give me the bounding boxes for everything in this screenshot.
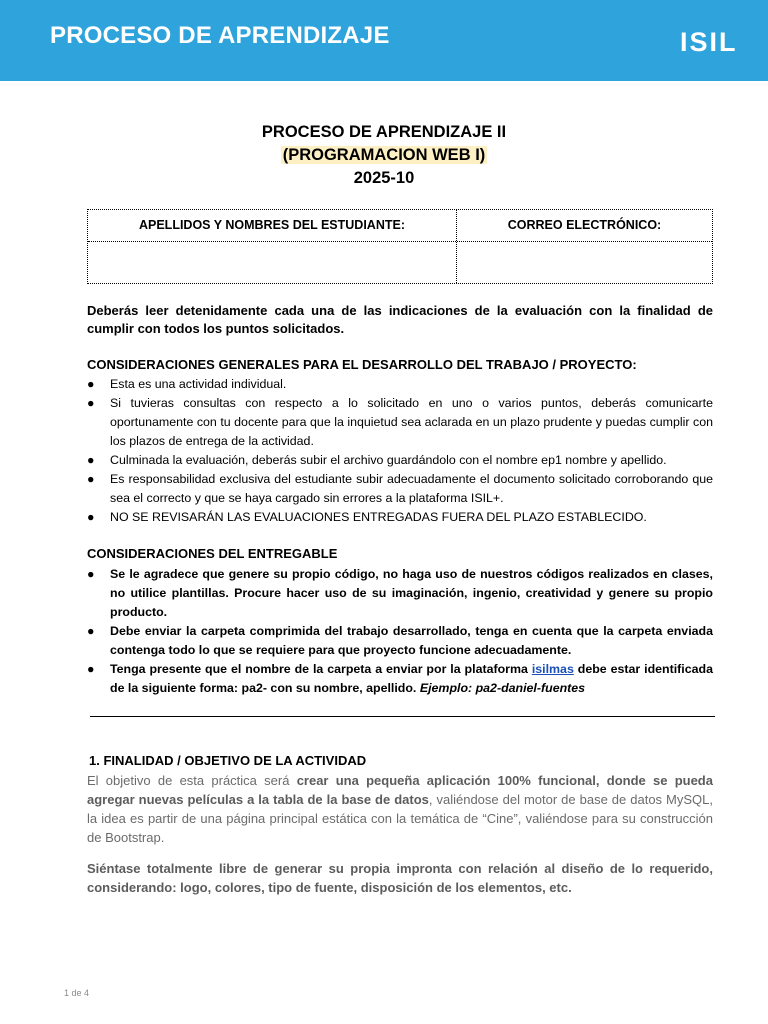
list-item: ● Tenga presente que el nombre de la carpeta a enviar por la plataforma isilmas debe estar identificada de la siguiente forma: pa2- con su nombre, apellido. Ejemplo: pa2-daniel-fuentes	[87, 662, 713, 695]
horizontal-rule	[90, 716, 715, 717]
bullet-icon: ●	[87, 396, 95, 410]
bullet-icon: ●	[87, 377, 95, 391]
list-item: ● Si tuvieras consultas con respecto a lo solicitado en uno o varios puntos, deberás comunicarte oportunamente con tu docente para que la inquietud sea aclarada en un plazo prudente y puedas cumplir con los plazos de entrega de la actividad.	[87, 396, 713, 448]
bullet-icon: ●	[87, 472, 95, 486]
period: 2025-10	[353, 169, 415, 187]
course-name: (PROGRAMACION WEB I)	[282, 146, 486, 164]
objective-paragraph: El objetivo de esta práctica será crear una pequeña aplicación 100% funcional, donde se pueda agregar nuevas películas a la tabla de la base de datos, valiéndose del motor de base de datos MySQL, la idea es partir de una página principal estática con la temática de “Cine”, valiéndose para su construcción de Bootstrap.	[87, 773, 713, 845]
page-number: 1 de 4	[64, 988, 90, 998]
student-name-header: APELLIDOS Y NOMBRES DEL ESTUDIANTE:	[138, 218, 405, 232]
email-header: CORREO ELECTRÓNICO:	[507, 218, 662, 232]
document-titles	[0, 121, 768, 190]
general-considerations-list	[87, 375, 713, 527]
list-item: ● Culminada la evaluación, deberás subir el archivo guardándolo con el nombre ep1 nombre y apellido.	[87, 451, 713, 470]
bullet-icon: ●	[87, 453, 95, 467]
student-info-table	[87, 209, 713, 284]
table-divider	[88, 241, 712, 242]
intro-paragraph: Deberás leer detenidamente cada una de las indicaciones de la evaluación con la finalidad de cumplir con todos los puntos solicitados.	[87, 303, 713, 336]
list-item: ● NO SE REVISARÁN LAS EVALUACIONES ENTREGADAS FUERA DEL PLAZO ESTABLECIDO.	[87, 508, 713, 527]
list-item: ● Debe enviar la carpeta comprimida del trabajo desarrollado, tenga en cuenta que la carpeta enviada contenga todo lo que se requiere para que proyecto funcione adecuadamente.	[87, 624, 713, 657]
bullet-icon: ●	[87, 510, 95, 524]
list-item: ● Se le agradece que genere su propio código, no haga uso de nuestros códigos realizados en clases, no utilice plantillas. Procure hacer uso de su imaginación, ingenio, creatividad y genere su propio producto.	[87, 567, 713, 619]
header-title: PROCESO DE APRENDIZAJE	[50, 22, 390, 49]
deliverable-heading: CONSIDERACIONES DEL ENTREGABLE	[87, 546, 338, 561]
list-item: ● Esta es una actividad individual.	[87, 375, 713, 394]
bullet-icon: ●	[87, 567, 95, 581]
svg-text:ISIL: ISIL	[680, 27, 738, 56]
section-1-heading: 1. FINALIDAD / OBJETIVO DE LA ACTIVIDAD	[89, 753, 367, 768]
design-freedom-paragraph: Siéntase totalmente libre de generar su propia impronta con relación al diseño de lo requerido, considerando: logo, colores, tipo de fuente, disposición de los elementos, etc.	[87, 861, 713, 895]
list-item: ● Es responsabilidad exclusiva del estudiante subir adecuadamente el documento solicitado corroborando que sea el correcto y que se haya cargado sin errores a la plataforma ISIL+.	[87, 472, 713, 505]
page-header-banner	[0, 0, 768, 81]
bullet-icon: ●	[87, 662, 95, 676]
doc-title: PROCESO DE APRENDIZAJE II	[261, 123, 507, 141]
deliverable-list	[87, 565, 713, 698]
bullet-icon: ●	[87, 624, 95, 638]
general-considerations-heading: CONSIDERACIONES GENERALES PARA EL DESARROLLO DEL TRABAJO / PROYECTO:	[87, 357, 637, 372]
example-text: Ejemplo: pa2-daniel-fuentes	[419, 681, 586, 695]
isil-logo	[680, 26, 740, 56]
isilmas-link[interactable]: isilmas	[531, 662, 574, 676]
